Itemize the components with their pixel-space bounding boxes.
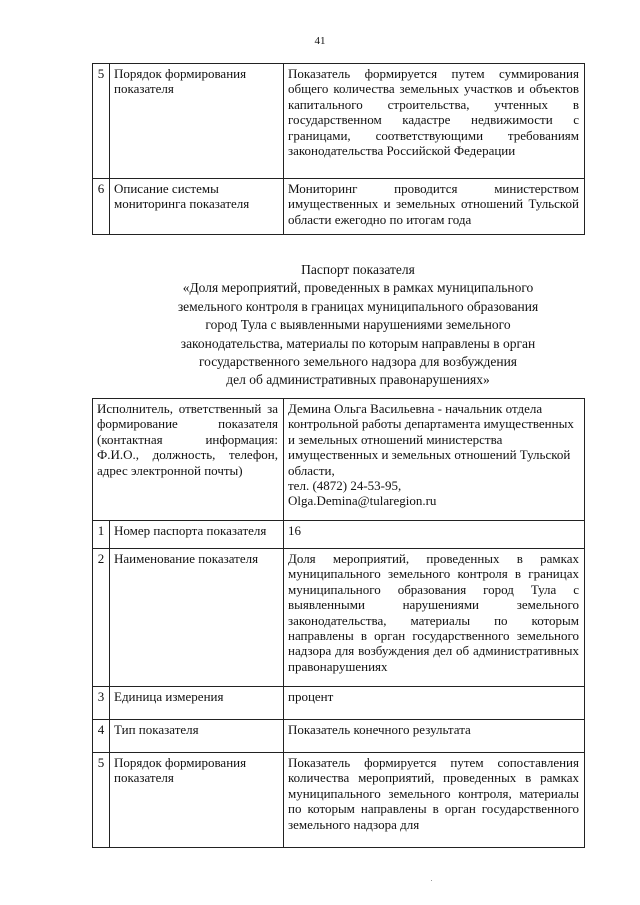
indicator-table-continued xyxy=(92,63,585,235)
table-row xyxy=(93,521,585,549)
row-value: Показатель формируется путем суммирования общего количества земельных участков и объектов капитального строительства, учтенных в государственном кадастре недвижимости с границами, соответствующими требованиям законодательства Российской Федерации xyxy=(284,64,585,179)
title-line: Паспорт показателя xyxy=(301,262,415,277)
table-row-executor xyxy=(93,399,585,521)
executor-email: Olga.Demina@tularegion.ru xyxy=(288,493,437,509)
row-number: 5 xyxy=(93,753,110,848)
row-label: Описание системы мониторинга показателя xyxy=(110,179,284,235)
row-number: 1 xyxy=(93,521,110,549)
row-number: 5 xyxy=(93,64,110,179)
executor-phone: тел. (4872) 24-53-95, xyxy=(288,478,402,494)
page-number: 41 xyxy=(314,35,326,47)
executor-position: Демина Ольга Васильевна - начальник отдела контрольной работы департамента имущественных и земельных отношений министерства имущественных и земельных отношений Тульской области, xyxy=(288,401,574,478)
row-value: Показатель конечного результата xyxy=(284,720,585,753)
row-label: Тип показателя xyxy=(110,720,284,753)
table-row xyxy=(93,720,585,753)
title-line: дел об административных правонарушениях» xyxy=(226,372,490,388)
row-number: 4 xyxy=(93,720,110,753)
row-number: 2 xyxy=(93,549,110,687)
passport-title xyxy=(92,261,624,390)
row-value: Мониторинг проводится министерством имущественных и земельных отношений Тульской области ежегодно по итогам года xyxy=(284,179,585,235)
row-label: Наименование показателя xyxy=(110,549,284,687)
row-label: Единица измерения xyxy=(110,687,284,720)
title-line: земельного контроля в границах муниципального образования xyxy=(177,298,539,314)
table-row xyxy=(93,179,585,235)
title-line: «Доля мероприятий, проведенных в рамках муниципального xyxy=(182,280,534,296)
scan-speck xyxy=(431,880,432,881)
row-label: Номер паспорта показателя xyxy=(110,521,284,549)
title-line: государственного земельного надзора для возбуждения xyxy=(198,354,518,370)
table-row xyxy=(93,687,585,720)
table-row xyxy=(93,753,585,848)
table-row xyxy=(93,549,585,687)
row-label: Порядок формирования показателя xyxy=(110,64,284,179)
row-number: 3 xyxy=(93,687,110,720)
title-line: город Тула с выявленными нарушениями земельного xyxy=(205,317,511,333)
table-row xyxy=(93,64,585,179)
executor-value xyxy=(284,399,585,521)
row-value: процент xyxy=(284,687,585,720)
executor-label: Исполнитель, ответственный за формирование показателя (контактная информация: Ф.И.О., должность, телефон, адрес электронной почты) xyxy=(93,399,284,521)
row-value: Доля мероприятий, проведенных в рамках муниципального земельного контроля в границах муниципального образования город Тула с выявленными нарушениями земельного законодательства, материалы по которым направлены в орган государственного земельного надзора для возбуждения дел об административных правонарушениях xyxy=(284,549,585,687)
row-number: 6 xyxy=(93,179,110,235)
row-label: Порядок формирования показателя xyxy=(110,753,284,848)
passport-table xyxy=(92,398,585,848)
title-line: законодательства, материалы по которым направлены в орган xyxy=(180,335,536,351)
row-value: Показатель формируется путем сопоставления количества мероприятий, проведенных в рамках муниципального земельного контроля, материалы по которым направлены в орган государственного земельного надзора для xyxy=(284,753,585,848)
row-value: 16 xyxy=(284,521,585,549)
